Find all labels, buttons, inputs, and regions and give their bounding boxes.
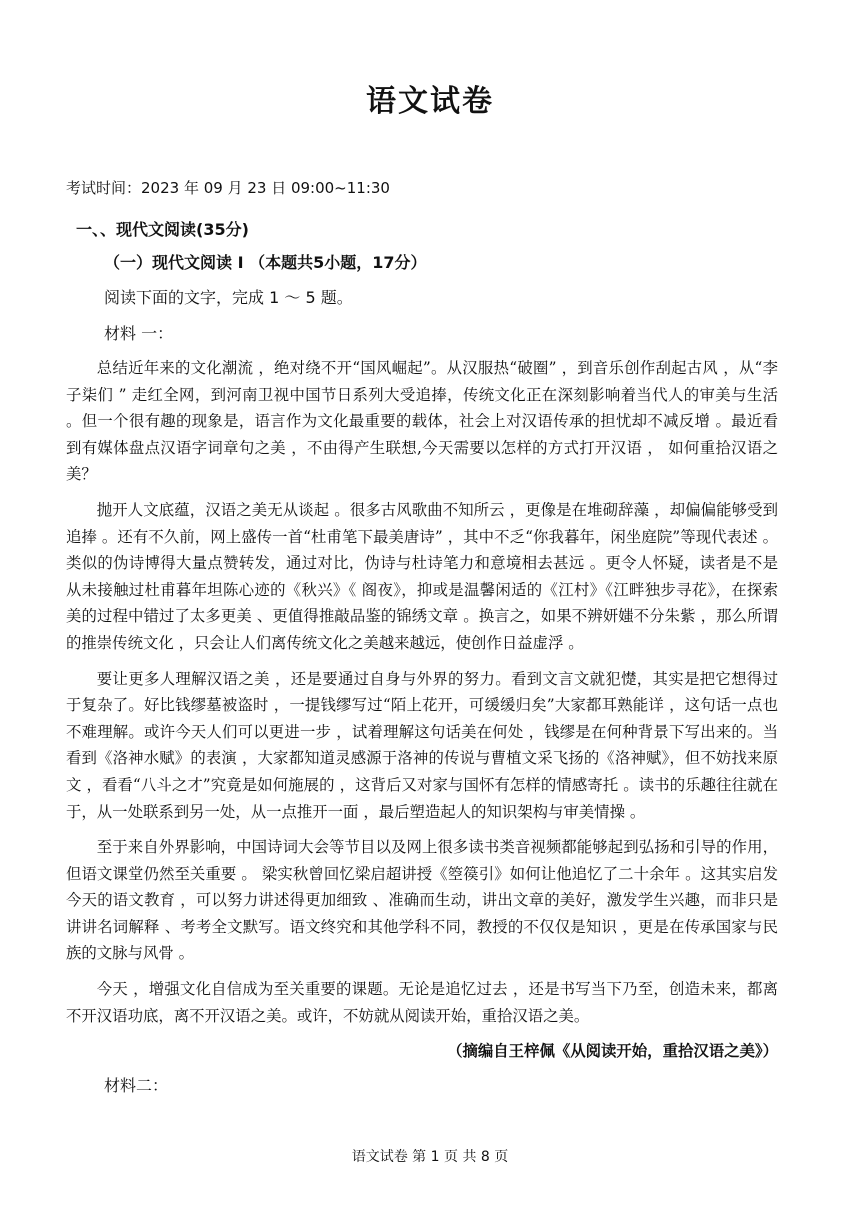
paragraph: 抛开人文底蕴，汉语之美无从谈起 。很多古风歌曲不知所云 ，更像是在堆砌辞藻 ，却偏偏能够受到追捧 。还有不久前，网上盛传一首“杜甫笔下最美唐诗” ，其中不乏“你我暮年，闲坐庭院”等现代表述 。 类似的伪诗博得大量点赞转发，通过对比，伪诗与杜诗笔力和意境相去甚远 。更令人怀疑，读者是不是从未接触过杜甫暮年坦陈心迹的《秋兴》《 阁夜》，抑或是温馨闲适的《江村》《江畔独步寻花》，在探索美的过程中错过了太多更美 、更值得推敲品鉴的锦绣文章 。换言之，如果不辨妍媸不分朱紫 ，那么所谓的推崇传统文化 ，只会让人们离传统文化之美越来越远，使创作日益虚浮 。 (66, 500, 778, 652)
material-one-source: （摘编自王梓佩《从阅读开始，重拾汉语之美》） (447, 1042, 778, 1061)
reading-instruction: 阅读下面的文字，完成 1 ～ 5 题。 (104, 288, 353, 307)
material-one-label: 材料 一： (104, 324, 174, 343)
exam-time: 考试时间：2023 年 09 月 23 日 09:00~11:30 (66, 179, 390, 197)
paragraph: 今天 ，增强文化自信成为至关重要的课题。无论是追忆过去 ，还是书写当下乃至，创造未来，都离不开汉语功底，离不开汉语之美。或许，不妨就从阅读开始，重拾汉语之美。 (66, 980, 778, 1025)
page-footer: 语文试卷 第 1 页 共 8 页 (351, 1149, 509, 1165)
page-title: 语文试卷 (366, 84, 494, 119)
material-two-label: 材料二： (104, 1076, 169, 1095)
paragraph: 总结近年来的文化潮流 ，绝对绕不开“国风崛起”。从汉服热“破圈” ，到音乐创作刮起古风 ，从“李子柒们 ” 走红全网，到河南卫视中国节日系列大受追捧，传统文化正在深刻影响着当代人的审美与生活 。但一个很有趣的现象是，语言作为文化最重要的载体，社会上对汉语传承的担忧却不减反增 。最近看到有媒体盘点汉语字词章句之美 ，不由得产生联想,今天需要以怎样的方式打开汉语 ， 如何重拾汉语之美？ (66, 359, 778, 484)
section-heading: 一、、现代文阅读(35分) (76, 220, 249, 239)
subsection-heading: （一）现代文阅读 I （本题共5小题，17分） (104, 253, 427, 272)
material-one-body (66, 355, 778, 1074)
paragraph: 要让更多人理解汉语之美 ，还是要通过自身与外界的努力。看到文言文就犯憷，其实是把它想得过于复杂了。好比钱缪墓被盗时 ，一提钱缪写过“陌上花开，可缓缓归矣”大家都耳熟能详 ，这句话一点也不难理解。或许今天人们可以更进一步 ，试着理解这句话美在何处 ，钱缪是在何种背景下写出来的。当看到《洛神水赋》的表演 ，大家都知道灵感源于洛神的传说与曹植文采飞扬的《洛神赋》，但不妨找来原文 ，看看“八斗之才”究竟是如何施展的 ，这背后又对家与国怀有怎样的情感寄托 。读书的乐趣往往就在于，从一处联系到另一处，从一点推开一面 ，最后塑造起人的知识架构与审美情操 。 (66, 669, 778, 821)
paragraph: 至于来自外界影响，中国诗词大会等节目以及网上很多读书类音视频都能够起到弘扬和引导的作用，但语文课堂仍然至关重要 。 梁实秋曾回忆梁启超讲授《箜篌引》如何让他追忆了二十余年 。这其实启发今天的语文教育 ，可以努力讲述得更加细致 、准确而生动，讲出文章的美好，激发学生兴趣，而非只是讲讲名词解释 、考考全文默写。语文终究和其他学科不同，教授的不仅仅是知识 ，更是在传承国家与民族的文脉与风骨 。 (66, 838, 778, 963)
